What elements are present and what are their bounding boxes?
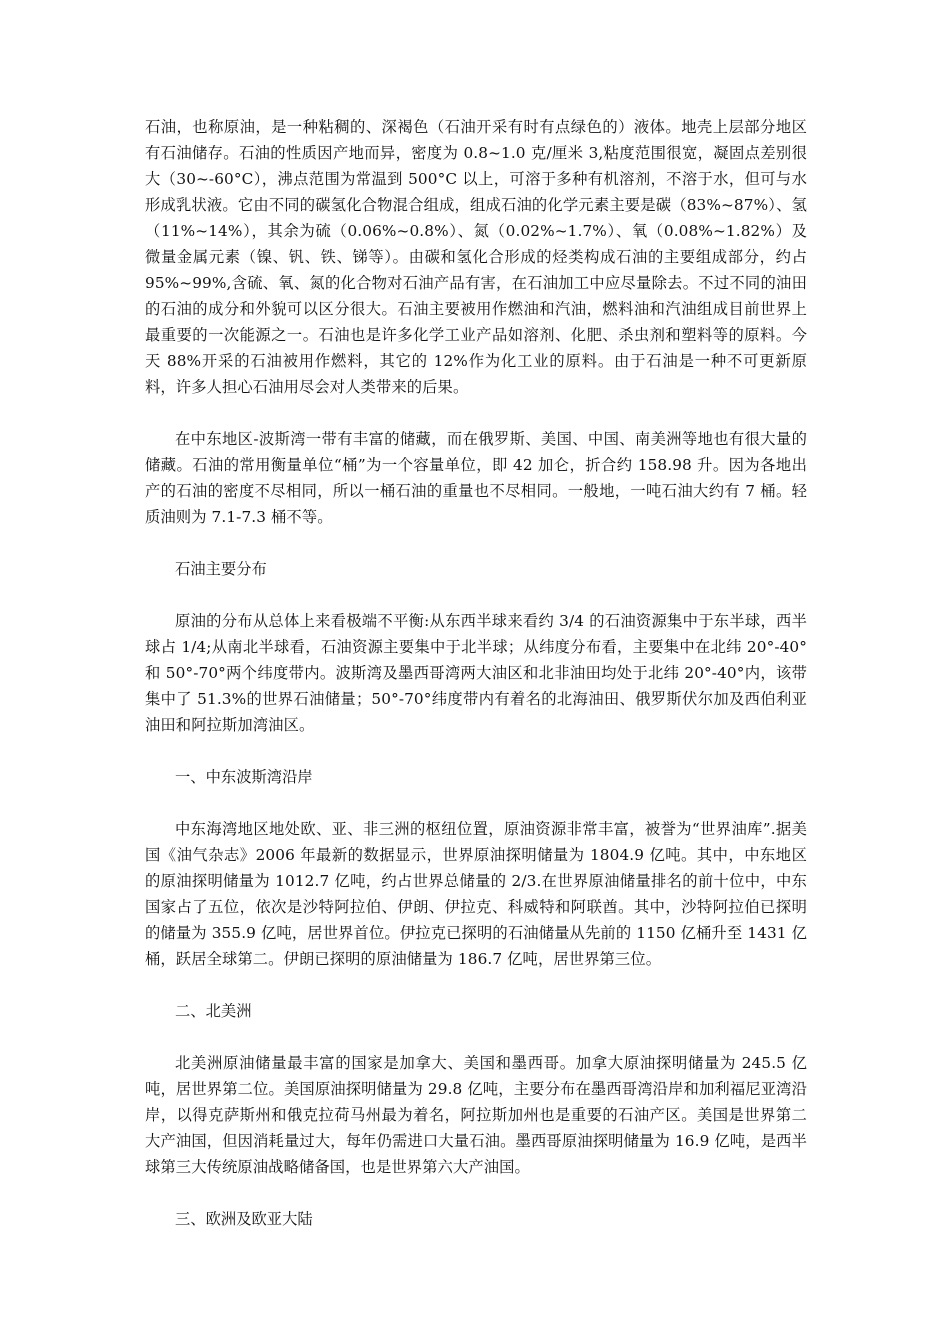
paragraph-north-america: 北美洲原油储量最丰富的国家是加拿大、美国和墨西哥。加拿大原油探明储量为 245.5 亿吨，居世界第二位。美国原油探明储量为 29.8 亿吨，主要分布在墨西哥湾沿岸和加利福尼亚湾沿岸，以得克萨斯州和俄克拉荷马州最为着名，阿拉斯加州也是重要的石油产区。美国是世界第二大产油国，但因消耗量过大，每年仍需进口大量石油。墨西哥原油探明储量为 16.9 亿吨，是西半球第三大传统原油战略储备国，也是世界第六大产油国。 xyxy=(145,1054,807,1176)
section-heading-north-america: 二、北美洲 xyxy=(175,1002,252,1020)
paragraph-gap xyxy=(145,738,807,764)
section-heading-europe-eurasia: 三、欧洲及欧亚大陆 xyxy=(175,1210,313,1228)
paragraph-petroleum-intro: 石油，也称原油，是一种粘稠的、深褐色（石油开采有时有点绿色的）液体。地壳上层部分地区有石油储存。石油的性质因产地而异，密度为 0.8~1.0 克/厘米 3,粘度范围很宽，凝固点差别很大（30~-60°C），沸点范围为常温到 500°C 以上，可溶于多种有机溶剂，不溶于水，但可与水形成乳状液。它由不同的碳氢化合物混合组成，组成石油的化学元素主要是碳（83%~87%）、氢（11%~14%），其余为硫（0.06%~0.8%）、氮（0.02%~1.7%）、氧（0.08%~1.82%）及微量金属元素（镍、钒、铁、锑等）。由碳和氢化合形成的烃类构成石油的主要组成部分，约占 95%~99%,含硫、氧、氮的化合物对石油产品有害，在石油加工中应尽量除去。不过不同的油田的石油的成分和外貌可以区分很大。石油主要被用作燃油和汽油，燃料油和汽油组成目前世界上最重要的一次能源之一。石油也是许多化学工业产品如溶剂、化肥、杀虫剂和塑料等的原料。今天 88%开采的石油被用作燃料，其它的 12%作为化工业的原料。由于石油是一种不可更新原料，许多人担心石油用尽会对人类带来的后果。 xyxy=(145,118,807,396)
section-heading-middle-east: 一、中东波斯湾沿岸 xyxy=(175,768,313,786)
paragraph-distribution: 原油的分布从总体上来看极端不平衡:从东西半球来看约 3/4 的石油资源集中于东半球，西半球占 1/4;从南北半球看，石油资源主要集中于北半球；从纬度分布看，主要集中在北纬 20°-40°和 50°-70°两个纬度带内。波斯湾及墨西哥湾两大油区和北非油田均处于北纬 20°-40°内，该带集中了 51.3%的世界石油储量；50°-70°纬度带内有着名的北海油田、俄罗斯伏尔加及西伯利亚油田和阿拉斯加湾油区。 xyxy=(145,612,807,734)
document-page xyxy=(145,114,807,1232)
paragraph-gap xyxy=(145,972,807,998)
paragraph-middle-east: 中东海湾地区地处欧、亚、非三洲的枢纽位置，原油资源非常丰富，被誉为“世界油库”.据美国《油气杂志》2006 年最新的数据显示，世界原油探明储量为 1804.9 亿吨。其中，中东地区的原油探明储量为 1012.7 亿吨，约占世界总储量的 2/3.在世界原油储量排名的前十位中，中东国家占了五位，依次是沙特阿拉伯、伊朗、伊拉克、科威特和阿联酋。其中，沙特阿拉伯已探明的储量为 355.9 亿吨，居世界首位。伊拉克已探明的石油储量从先前的 1150 亿桶升至 1431 亿桶，跃居全球第二。伊朗已探明的原油储量为 186.7 亿吨，居世界第三位。 xyxy=(145,820,807,968)
paragraph-gap xyxy=(145,790,807,816)
paragraph-gap xyxy=(145,1024,807,1050)
paragraph-gap xyxy=(145,530,807,556)
paragraph-gap xyxy=(145,582,807,608)
section-heading-distribution: 石油主要分布 xyxy=(175,560,267,578)
paragraph-reserves-units: 在中东地区-波斯湾一带有丰富的储藏，而在俄罗斯、美国、中国、南美洲等地也有很大量的储藏。石油的常用衡量单位“桶”为一个容量单位，即 42 加仑，折合约 158.98 升。因为各地出产的石油的密度不尽相同，所以一桶石油的重量也不尽相同。一般地，一吨石油大约有 7 桶。轻质油则为 7.1-7.3 桶不等。 xyxy=(145,430,807,526)
paragraph-gap xyxy=(145,400,807,426)
paragraph-gap xyxy=(145,1180,807,1206)
